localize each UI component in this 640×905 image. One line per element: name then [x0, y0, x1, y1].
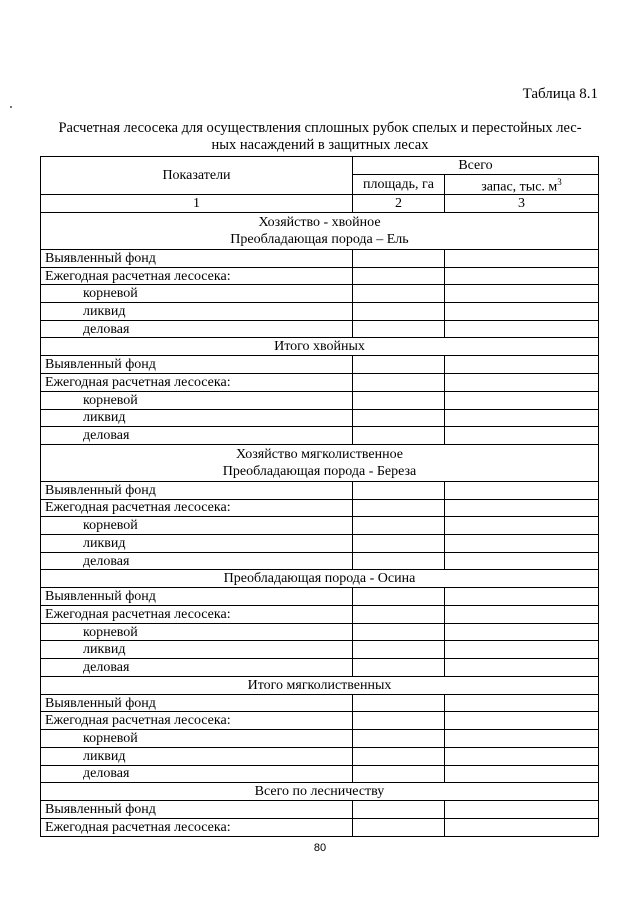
row-label: Выявленный фонд — [41, 801, 353, 819]
area-cell[interactable] — [353, 765, 445, 783]
row-label: Выявленный фонд — [41, 250, 353, 268]
area-cell[interactable] — [353, 606, 445, 624]
row-label: ликвид — [41, 641, 353, 659]
row-label: деловая — [41, 427, 353, 445]
area-cell[interactable] — [353, 409, 445, 427]
stock-cell[interactable] — [445, 499, 599, 517]
table-row — [41, 391, 599, 409]
table-row — [41, 659, 599, 677]
area-cell[interactable] — [353, 356, 445, 374]
table-row — [41, 694, 599, 712]
section-row — [41, 213, 599, 250]
area-cell[interactable] — [353, 285, 445, 303]
row-label: Ежегодная расчетная лесосека: — [41, 267, 353, 285]
area-cell[interactable] — [353, 267, 445, 285]
table-row — [41, 712, 599, 730]
row-label: ликвид — [41, 747, 353, 765]
area-cell[interactable] — [353, 391, 445, 409]
page-number: 80 — [313, 842, 327, 854]
row-label: ликвид — [41, 303, 353, 321]
stock-cell[interactable] — [445, 285, 599, 303]
stock-cell[interactable] — [445, 303, 599, 321]
col-num-3: 3 — [445, 195, 599, 213]
stock-cell[interactable] — [445, 409, 599, 427]
row-label: ликвид — [41, 534, 353, 552]
section-softwood-total: Итого мягколиственных — [41, 676, 599, 694]
title-line-1: Расчетная лесосека для осуществления сплошных рубок спелых и перестойных лес- — [58, 120, 582, 136]
table-row — [41, 552, 599, 570]
section-row — [41, 783, 599, 801]
stock-cell[interactable] — [445, 747, 599, 765]
stock-cell[interactable] — [445, 606, 599, 624]
row-label: Ежегодная расчетная лесосека: — [41, 499, 353, 517]
area-cell[interactable] — [353, 481, 445, 499]
table-row — [41, 588, 599, 606]
row-label: корневой — [41, 730, 353, 748]
stock-cell[interactable] — [445, 712, 599, 730]
table-title — [40, 120, 600, 154]
stock-cell[interactable] — [445, 765, 599, 783]
area-cell[interactable] — [353, 517, 445, 535]
area-cell[interactable] — [353, 374, 445, 392]
column-number-row — [41, 195, 599, 213]
area-cell[interactable] — [353, 712, 445, 730]
row-label: Ежегодная расчетная лесосека: — [41, 818, 353, 836]
stock-cell[interactable] — [445, 391, 599, 409]
stock-cell[interactable] — [445, 534, 599, 552]
col-num-1: 1 — [41, 195, 353, 213]
section-row — [41, 338, 599, 356]
table-row — [41, 765, 599, 783]
stock-cell[interactable] — [445, 481, 599, 499]
section-row — [41, 444, 599, 481]
header-stock — [445, 174, 599, 195]
col-num-2: 2 — [353, 195, 445, 213]
area-cell[interactable] — [353, 694, 445, 712]
stock-cell[interactable] — [445, 250, 599, 268]
row-label: корневой — [41, 391, 353, 409]
table-row — [41, 747, 599, 765]
table-row — [41, 285, 599, 303]
header-indicators: Показатели — [41, 157, 353, 195]
area-cell[interactable] — [353, 499, 445, 517]
table-row — [41, 374, 599, 392]
header-stock-text: запас, тыс. м — [481, 179, 558, 195]
stock-cell[interactable] — [445, 427, 599, 445]
area-cell[interactable] — [353, 747, 445, 765]
stock-cell[interactable] — [445, 801, 599, 819]
area-cell[interactable] — [353, 641, 445, 659]
table-row — [41, 250, 599, 268]
title-line-2: ных насаждений в защитных лесах — [211, 137, 429, 153]
stock-cell[interactable] — [445, 641, 599, 659]
section-aspen: Преобладающая порода - Осина — [41, 570, 599, 588]
row-label: деловая — [41, 659, 353, 677]
area-cell[interactable] — [353, 801, 445, 819]
row-label: Выявленный фонд — [41, 694, 353, 712]
area-cell[interactable] — [353, 659, 445, 677]
table-row — [41, 517, 599, 535]
row-label: деловая — [41, 552, 353, 570]
row-label: ликвид — [41, 409, 353, 427]
section-conifer-total: Итого хвойных — [41, 338, 599, 356]
table-row — [41, 356, 599, 374]
stock-cell[interactable] — [445, 374, 599, 392]
area-cell[interactable] — [353, 818, 445, 836]
section-title: Хозяйство - хвойное — [258, 215, 381, 231]
row-label: Выявленный фонд — [41, 481, 353, 499]
area-cell[interactable] — [353, 552, 445, 570]
table-row — [41, 534, 599, 552]
row-label: Ежегодная расчетная лесосека: — [41, 712, 353, 730]
stock-cell[interactable] — [445, 356, 599, 374]
row-label: Ежегодная расчетная лесосека: — [41, 374, 353, 392]
row-label: деловая — [41, 765, 353, 783]
area-cell[interactable] — [353, 320, 445, 338]
stock-cell[interactable] — [445, 267, 599, 285]
table-label: Таблица 8.1 — [522, 86, 598, 102]
stock-cell[interactable] — [445, 320, 599, 338]
row-label: деловая — [41, 320, 353, 338]
section-row — [41, 676, 599, 694]
table-row — [41, 818, 599, 836]
table-row — [41, 606, 599, 624]
table-row — [41, 267, 599, 285]
stock-cell[interactable] — [445, 659, 599, 677]
forest-cut-table — [40, 156, 599, 837]
table-row — [41, 801, 599, 819]
row-label: корневой — [41, 623, 353, 641]
table-row — [41, 730, 599, 748]
stock-cell[interactable] — [445, 552, 599, 570]
section-subtitle: Преобладающая порода – Ель — [230, 232, 409, 248]
area-cell[interactable] — [353, 588, 445, 606]
stock-cell[interactable] — [445, 588, 599, 606]
stock-cell[interactable] — [445, 517, 599, 535]
stock-cell[interactable] — [445, 818, 599, 836]
area-cell[interactable] — [353, 534, 445, 552]
section-title: Хозяйство мягколиственное — [236, 446, 403, 462]
section-forestry-total: Всего по лесничеству — [41, 783, 599, 801]
row-label: Выявленный фонд — [41, 356, 353, 374]
row-label: Ежегодная расчетная лесосека: — [41, 606, 353, 624]
section-subtitle: Преобладающая порода - Береза — [222, 463, 417, 479]
area-cell[interactable] — [353, 303, 445, 321]
row-label: корневой — [41, 517, 353, 535]
area-cell[interactable] — [353, 427, 445, 445]
area-cell[interactable] — [353, 623, 445, 641]
row-label: Выявленный фонд — [41, 588, 353, 606]
area-cell[interactable] — [353, 250, 445, 268]
table-row — [41, 409, 599, 427]
section-softwood — [41, 444, 599, 481]
area-cell[interactable] — [353, 730, 445, 748]
table-row — [41, 303, 599, 321]
stock-cell[interactable] — [445, 694, 599, 712]
table-row — [41, 623, 599, 641]
header-stock-sup: 3 — [557, 176, 562, 187]
header-area: площадь, га — [353, 174, 445, 195]
section-conifer — [41, 213, 599, 250]
stock-cell[interactable] — [445, 623, 599, 641]
table-row — [41, 641, 599, 659]
table-row — [41, 320, 599, 338]
header-total: Всего — [353, 157, 599, 175]
stock-cell[interactable] — [445, 730, 599, 748]
table-row — [41, 481, 599, 499]
section-row — [41, 570, 599, 588]
table-row — [41, 499, 599, 517]
row-label: корневой — [41, 285, 353, 303]
table-row — [41, 427, 599, 445]
scan-artifact — [10, 106, 12, 108]
header-row — [41, 157, 599, 175]
